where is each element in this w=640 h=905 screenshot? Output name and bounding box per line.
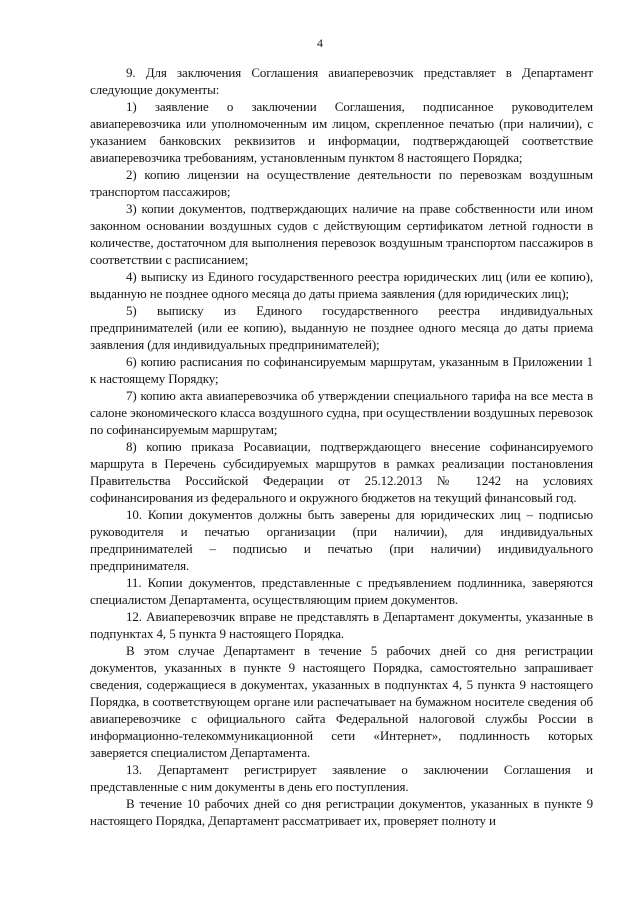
list-item-9-3: 3) копии документов, подтверждающих наличие на праве собственности или ином законном основании воздушных судов с действующим сертификатом летной годности в количестве, достаточном для выполнения перевозок воздушным транспортом пассажиров в соответствии с расписанием; (90, 201, 593, 267)
list-item-9-4: 4) выписку из Единого государственного реестра юридических лиц (или ее копию), выданную не позднее одного месяца до даты приема заявления (для юридических лиц); (90, 269, 593, 301)
list-item-9-8: 8) копию приказа Росавиации, подтверждающего внесение софинансируемого маршрута в Перечень субсидируемых маршрутов в рамках реализации постановления Правительства Российской Федерации от 25.12.2013 № 1242 на условиях софинансирования из федерального и окружного бюджетов на текущий финансовый год. (90, 439, 593, 505)
document-body (90, 64, 593, 829)
list-item-9-5: 5) выписку из Единого государственного реестра индивидуальных предпринимателей (или ее копию), выданную не позднее одного месяца до даты приема заявления (для индивидуальных предпринимателей); (90, 303, 593, 352)
list-item-9-7: 7) копию акта авиаперевозчика об утверждении специального тарифа на все места в салоне экономического класса воздушного судна, при осуществлении воздушных перевозок по софинансируемым маршрутам; (90, 388, 593, 437)
list-item-9-1: 1) заявление о заключении Соглашения, подписанное руководителем авиаперевозчика или уполномоченным им лицом, скрепленное печатью (при наличии), с указанием банковских реквизитов и информации, подтверждающей соответствие авиаперевозчика требованиям, установленным пунктом 8 настоящего Порядка; (90, 99, 593, 165)
paragraph-13-continued: В течение 10 рабочих дней со дня регистрации документов, указанных в пункте 9 настоящего Порядка, Департамент рассматривает их, проверяет полноту и (90, 796, 593, 828)
paragraph-12-continued: В этом случае Департамент в течение 5 рабочих дней со дня регистрации документов, указанных в пункте 9 настоящего Порядка, самостоятельно запрашивает сведения, содержащиеся в документах, указанных в подпунктах 4, 5 пункта 9 настоящего Порядка, в соответствующем органе или распечатывает на бумажном носителе сведения об авиаперевозчике с официального сайта Федеральной налоговой службы России в информационно-телекоммуникационной сети «Интернет», подлинность которых заверяется специалистом Департамента. (90, 643, 593, 760)
page-number: 4 (317, 36, 323, 50)
paragraph-9: 9. Для заключения Соглашения авиаперевозчик представляет в Департамент следующие документы: (90, 65, 593, 97)
paragraph-13: 13. Департамент регистрирует заявление о заключении Соглашения и представленные с ним документы в день его поступления. (90, 762, 593, 794)
list-item-9-2: 2) копию лицензии на осуществление деятельности по перевозкам воздушным транспортом пассажиров; (90, 167, 593, 199)
paragraph-12: 12. Авиаперевозчик вправе не представлять в Департамент документы, указанные в подпунктах 4, 5 пункта 9 настоящего Порядка. (90, 609, 593, 641)
list-item-9-6: 6) копию расписания по софинансируемым маршрутам, указанным в Приложении 1 к настоящему Порядку; (90, 354, 593, 386)
paragraph-11: 11. Копии документов, представленные с предъявлением подлинника, заверяются специалистом Департамента, осуществляющим прием документов. (90, 575, 593, 607)
paragraph-10: 10. Копии документов должны быть заверены для юридических лиц – подписью руководителя и печатью организации (при наличии), для индивидуальных предпринимателей – подписью и печатью (при наличии) индивидуального предпринимателя. (90, 507, 593, 573)
